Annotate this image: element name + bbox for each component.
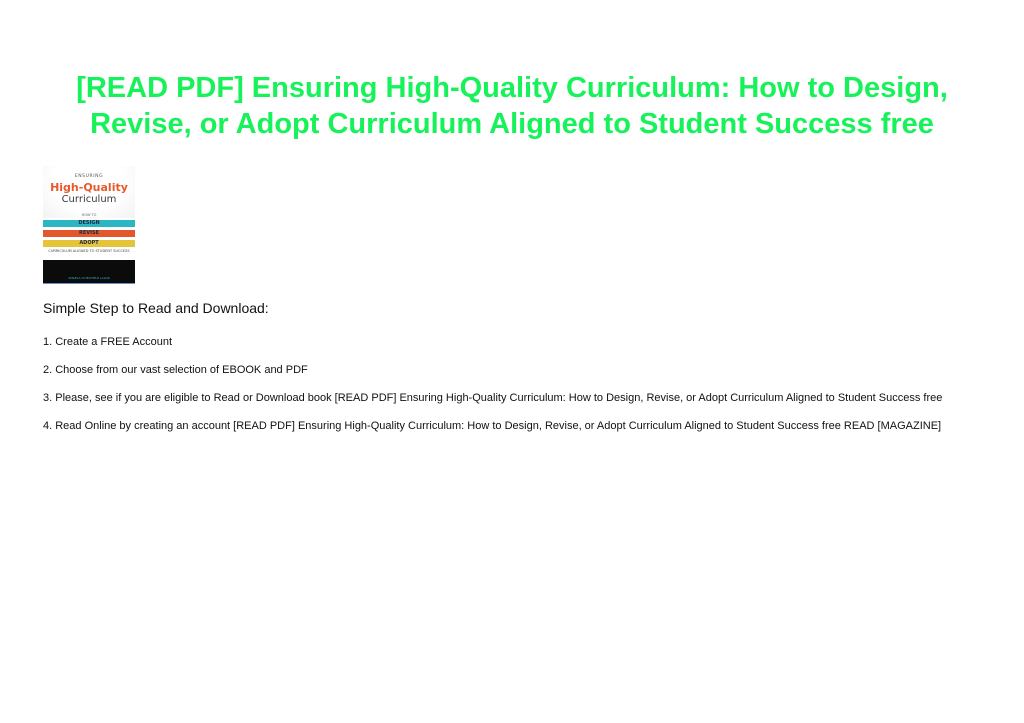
- page-title: [READ PDF] Ensuring High-Quality Curriculum: How to Design, Revise, or Adopt Curriculum Aligned to Student Success free: [76, 72, 948, 140]
- cover-high-quality-text: High-Quality: [50, 181, 128, 194]
- cover-revise-bar: REVISE: [43, 230, 135, 237]
- cover-adopt-bar: ADOPT: [43, 240, 135, 247]
- step-2: 2. Choose from our vast selection of EBOOK and PDF: [43, 364, 308, 376]
- steps-heading: Simple Step to Read and Download:: [43, 300, 269, 316]
- step-4: 4. Read Online by creating an account [READ PDF] Ensuring High-Quality Curriculum: How to Design, Revise, or Adopt Curriculum Aligned to Student Success free READ [MAGAZINE]: [43, 420, 942, 432]
- cover-author-text: ANGELA DI MICHELE LALOR: [68, 276, 110, 280]
- cover-ensuring-text: ENSURING: [74, 174, 104, 179]
- cover-curriculum-text: Curriculum: [61, 194, 117, 205]
- cover-bottom-panel: [43, 260, 135, 284]
- steps-list: [43, 335, 963, 447]
- step-3: 3. Please, see if you are eligible to Read or Download book [READ PDF] Ensuring High-Quality Curriculum: How to Design, Revise, or Adopt Curriculum Aligned to Student Success free: [43, 392, 943, 404]
- cover-underline: [43, 283, 135, 284]
- cover-design-bar: DESIGN: [43, 220, 135, 227]
- book-cover-image[interactable]: [43, 166, 135, 284]
- cover-how-to-text: HOW TO: [81, 213, 97, 217]
- cover-aligned-text: CURRICULUM ALIGNED TO STUDENT SUCCESS: [48, 249, 130, 253]
- step-1: 1. Create a FREE Account: [43, 336, 173, 348]
